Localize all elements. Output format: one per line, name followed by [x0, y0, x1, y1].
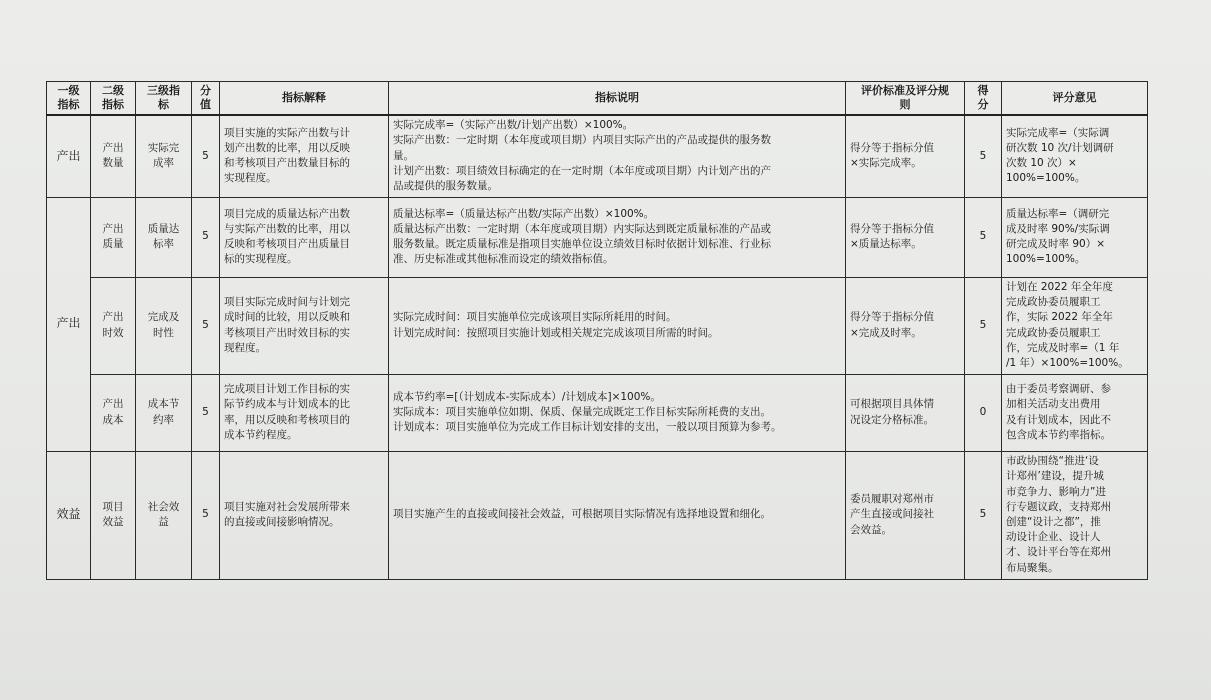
cell-opinion: 市政协围绕“推进‘设 计郑州’建设，提升城 市竞争力、影响力”进 行专题议政，支持郑州 创建“设计之都”，推 动设计企业、设计人 才、设计平台等在郑州 布局聚集。 — [1002, 451, 1148, 579]
cell-criteria: 得分等于指标分值 ×实际完成率。 — [846, 115, 965, 197]
cell-description: 项目实施产生的直接或间接社会效益，可根据项目实际情况有选择地设置和细化。 — [389, 451, 846, 579]
cell-weight: 5 — [192, 197, 220, 277]
table-header-row — [47, 82, 1148, 116]
header-level3: 三级指 标 — [136, 82, 192, 116]
cell-score: 5 — [965, 277, 1002, 374]
cell-score: 0 — [965, 374, 1002, 451]
document-page — [46, 81, 1147, 580]
cell-level2: 产出 成本 — [91, 374, 136, 451]
cell-description: 实际完成率=（实际产出数/计划产出数）×100%。 实际产出数：一定时期（本年度或项目期）内项目实际产出的产品或提供的服务数 量。 计划产出数：项目绩效目标确定的在一定时期（本年度或项目期）内计划产出的产 品或提供的服务数量。 — [389, 115, 846, 197]
cell-level3: 质量达 标率 — [136, 197, 192, 277]
performance-evaluation-table — [46, 81, 1148, 580]
header-opinion: 评分意见 — [1002, 82, 1148, 116]
cell-explanation: 项目实际完成时间与计划完 成时间的比较，用以反映和 考核项目产出时效目标的实 现程度。 — [220, 277, 389, 374]
cell-level2: 项目 效益 — [91, 451, 136, 579]
cell-description: 质量达标率=（质量达标产出数/实际产出数）×100%。 质量达标产出数：一定时期（本年度或项目期）内实际达到既定质量标准的产品或 服务数量。既定质量标准是指项目实施单位设立绩效目标时依据计划标准、行业标 准、历史标准或其他标准而设定的绩效指标值。 — [389, 197, 846, 277]
cell-level1: 效益 — [47, 451, 91, 579]
table-row — [47, 451, 1148, 579]
cell-weight: 5 — [192, 374, 220, 451]
cell-criteria: 委员履职对郑州市 产生直接或间接社 会效益。 — [846, 451, 965, 579]
cell-score: 5 — [965, 197, 1002, 277]
cell-opinion: 质量达标率=（调研完 成及时率 90%/实际调 研完成及时率 90）× 100%=100%。 — [1002, 197, 1148, 277]
cell-level3: 完成及 时性 — [136, 277, 192, 374]
cell-weight: 5 — [192, 115, 220, 197]
cell-explanation: 项目完成的质量达标产出数 与实际产出数的比率，用以 反映和考核项目产出质量目 标的实现程度。 — [220, 197, 389, 277]
cell-weight: 5 — [192, 277, 220, 374]
cell-explanation: 项目实施对社会发展所带来 的直接或间接影响情况。 — [220, 451, 389, 579]
cell-explanation: 完成项目计划工作目标的实 际节约成本与计划成本的比 率，用以反映和考核项目的 成本节约程度。 — [220, 374, 389, 451]
cell-level2: 产出 时效 — [91, 277, 136, 374]
cell-level3: 实际完 成率 — [136, 115, 192, 197]
table-row — [47, 115, 1148, 197]
cell-weight: 5 — [192, 451, 220, 579]
table-row — [47, 277, 1148, 374]
cell-criteria: 可根据项目具体情 况设定分格标准。 — [846, 374, 965, 451]
cell-level2: 产出 数量 — [91, 115, 136, 197]
table-row — [47, 197, 1148, 277]
cell-criteria: 得分等于指标分值 ×完成及时率。 — [846, 277, 965, 374]
cell-level3: 社会效 益 — [136, 451, 192, 579]
cell-score: 5 — [965, 451, 1002, 579]
cell-explanation: 项目实施的实际产出数与计 划产出数的比率，用以反映 和考核项目产出数量目标的 实现程度。 — [220, 115, 389, 197]
header-score: 得 分 — [965, 82, 1002, 116]
header-level2: 二级 指标 — [91, 82, 136, 116]
header-weight: 分 值 — [192, 82, 220, 116]
cell-level3: 成本节 约率 — [136, 374, 192, 451]
cell-opinion: 计划在 2022 年全年度 完成政协委员履职工 作，实际 2022 年全年 完成政协委员履职工 作，完成及时率=（1 年 /1 年）×100%=100%。 — [1002, 277, 1148, 374]
cell-criteria: 得分等于指标分值 ×质量达标率。 — [846, 197, 965, 277]
cell-level1: 产出 — [47, 115, 91, 197]
cell-description: 成本节约率=[（计划成本-实际成本）/计划成本]×100%。 实际成本：项目实施单位如期、保质、保量完成既定工作目标实际所耗费的支出。 计划成本：项目实施单位为完成工作目标计划安排的支出，一般以项目预算为参考。 — [389, 374, 846, 451]
cell-description: 实际完成时间：项目实施单位完成该项目实际所耗用的时间。 计划完成时间：按照项目实施计划或相关规定完成该项目所需的时间。 — [389, 277, 846, 374]
cell-opinion: 由于委员考察调研、参 加相关活动支出费用 及有计划成本，因此不 包含成本节约率指标。 — [1002, 374, 1148, 451]
table-row — [47, 374, 1148, 451]
cell-score: 5 — [965, 115, 1002, 197]
header-level1: 一级 指标 — [47, 82, 91, 116]
header-criteria: 评价标准及评分规 则 — [846, 82, 965, 116]
cell-opinion: 实际完成率=（实际调 研次数 10 次/计划调研 次数 10 次）× 100%=100%。 — [1002, 115, 1148, 197]
header-description: 指标说明 — [389, 82, 846, 116]
cell-level1: 产出 — [47, 197, 91, 451]
header-explanation: 指标解释 — [220, 82, 389, 116]
cell-level2: 产出 质量 — [91, 197, 136, 277]
